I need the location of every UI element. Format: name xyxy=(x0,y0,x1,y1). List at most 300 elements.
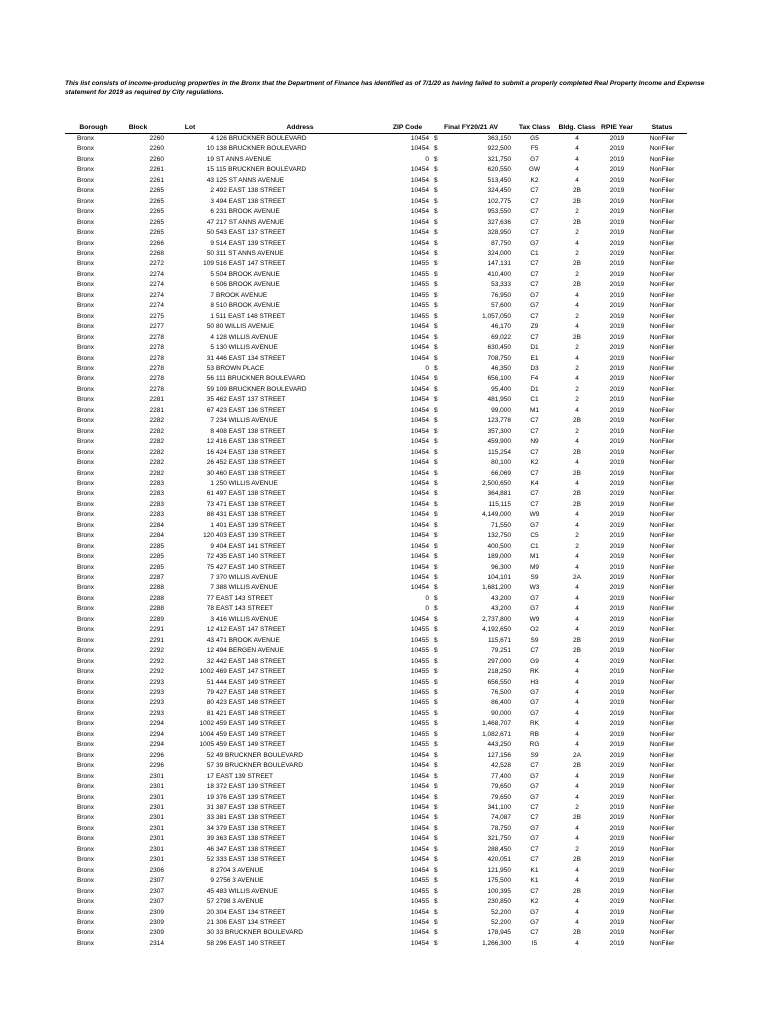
table-row xyxy=(65,772,687,782)
table-row xyxy=(65,636,687,646)
currency-symbol: $ xyxy=(434,375,438,383)
table-row xyxy=(65,866,687,876)
cell-status: NonFiler xyxy=(649,333,675,341)
cell-rpie-year: 2019 xyxy=(609,448,625,456)
cell-final-av xyxy=(430,698,512,708)
cell-borough: Bronx xyxy=(77,396,94,404)
table-row xyxy=(65,186,687,196)
cell-lot: 56 xyxy=(206,375,214,383)
table-row xyxy=(65,928,687,938)
cell-bldg-class: 2 xyxy=(575,804,579,811)
cell-tax-class: C7 xyxy=(530,845,539,853)
cell-lot: 75 xyxy=(206,563,214,571)
cell-address: 379 EAST 138 STREET xyxy=(216,824,286,832)
cell-bldg-class: 4 xyxy=(575,605,579,613)
cell-lot: 109 xyxy=(203,260,214,268)
cell-tax-class: RB xyxy=(529,730,540,738)
av-amount: 363,150 xyxy=(487,135,511,142)
cell-bldg-class: 2B xyxy=(573,814,581,822)
cell-block: 2284 xyxy=(149,521,164,529)
av-amount: 1,468,707 xyxy=(482,720,511,728)
cell-status: NonFiler xyxy=(649,291,675,299)
cell-address: 381 EAST 138 STREET xyxy=(216,814,286,822)
cell-bldg-class: 4 xyxy=(575,375,579,383)
cell-rpie-year: 2019 xyxy=(609,553,625,561)
table-row xyxy=(65,239,687,249)
cell-final-av xyxy=(430,730,512,740)
col-header-rpie-year: RPIE Year xyxy=(597,113,637,134)
cell-final-av xyxy=(430,448,512,458)
currency-symbol: $ xyxy=(434,479,438,487)
table-row xyxy=(65,354,687,364)
cell-lot: 7 xyxy=(210,574,214,582)
cell-address: 333 EAST 138 STREET xyxy=(216,856,286,864)
cell-tax-class: C7 xyxy=(530,762,539,770)
cell-final-av xyxy=(430,751,512,761)
cell-zip-code: 10455 xyxy=(410,689,429,697)
cell-tax-class: F5 xyxy=(530,145,539,153)
cell-rpie-year: 2019 xyxy=(609,291,625,299)
cell-address: 311 ST ANNS AVENUE xyxy=(216,249,284,257)
cell-lot: 50 xyxy=(206,249,214,257)
cell-block: 2282 xyxy=(149,438,164,446)
av-amount: 57,600 xyxy=(491,302,511,310)
currency-symbol: $ xyxy=(434,291,438,299)
cell-final-av xyxy=(430,489,512,499)
cell-address: BROOK AVENUE xyxy=(216,291,268,299)
cell-lot: 30 xyxy=(206,469,214,477)
cell-rpie-year: 2019 xyxy=(609,835,625,843)
cell-lot: 73 xyxy=(206,500,214,508)
cell-status: NonFiler xyxy=(649,260,675,268)
cell-status: NonFiler xyxy=(649,479,675,487)
av-amount: 46,170 xyxy=(491,323,511,331)
cell-rpie-year: 2019 xyxy=(609,668,625,676)
cell-final-av xyxy=(430,657,512,667)
currency-symbol: $ xyxy=(434,553,438,561)
table-row xyxy=(65,583,687,593)
cell-rpie-year: 2019 xyxy=(609,176,625,184)
cell-address: 494 BERGEN AVENUE xyxy=(216,647,284,655)
cell-status: NonFiler xyxy=(649,135,675,142)
table-row xyxy=(65,448,687,458)
cell-zip-code: 10455 xyxy=(410,709,429,717)
cell-bldg-class: 2B xyxy=(573,281,581,289)
cell-bldg-class: 2 xyxy=(575,208,579,216)
table-row xyxy=(65,824,687,834)
cell-address: ST ANNS AVENUE xyxy=(216,155,272,163)
cell-lot: 45 xyxy=(206,887,214,895)
cell-rpie-year: 2019 xyxy=(609,615,625,623)
cell-final-av xyxy=(430,793,512,803)
currency-symbol: $ xyxy=(434,333,438,341)
cell-address: 304 EAST 134 STREET xyxy=(216,908,286,916)
cell-borough: Bronx xyxy=(77,448,94,456)
cell-borough: Bronx xyxy=(77,270,94,278)
cell-status: NonFiler xyxy=(649,793,675,801)
cell-zip-code: 10454 xyxy=(410,939,429,947)
cell-rpie-year: 2019 xyxy=(609,908,625,916)
cell-tax-class: K2 xyxy=(530,176,539,184)
cell-lot: 120 xyxy=(203,532,214,540)
cell-status: NonFiler xyxy=(649,239,675,247)
cell-final-av xyxy=(430,782,512,792)
cell-zip-code: 10455 xyxy=(410,699,429,707)
cell-block: 2278 xyxy=(149,344,164,352)
table-row xyxy=(65,793,687,803)
cell-address: 49 BRUCKNER BOULEVARD xyxy=(216,751,303,759)
cell-final-av xyxy=(430,134,512,145)
currency-symbol: $ xyxy=(434,396,438,404)
cell-rpie-year: 2019 xyxy=(609,636,625,644)
cell-rpie-year: 2019 xyxy=(609,229,625,237)
cell-bldg-class: 4 xyxy=(575,918,579,926)
table-row xyxy=(65,521,687,531)
cell-rpie-year: 2019 xyxy=(609,344,625,352)
av-amount: 1,266,300 xyxy=(482,939,511,947)
cell-lot: 8 xyxy=(210,427,214,435)
av-amount: 1,057,050 xyxy=(482,312,511,320)
table-row xyxy=(65,249,687,259)
cell-rpie-year: 2019 xyxy=(609,375,625,383)
cell-status: NonFiler xyxy=(649,270,675,278)
cell-block: 2291 xyxy=(149,626,164,634)
table-row xyxy=(65,510,687,520)
cell-rpie-year: 2019 xyxy=(609,574,625,582)
cell-final-av xyxy=(430,866,512,876)
cell-tax-class: RK xyxy=(529,668,540,676)
cell-rpie-year: 2019 xyxy=(609,845,625,853)
cell-block: 2265 xyxy=(149,208,164,216)
cell-lot: 6 xyxy=(210,281,214,289)
cell-bldg-class: 2A xyxy=(573,751,581,759)
cell-bldg-class: 4 xyxy=(575,824,579,832)
currency-symbol: $ xyxy=(434,866,438,874)
cell-status: NonFiler xyxy=(649,155,675,163)
cell-tax-class: C7 xyxy=(530,260,539,268)
table-row xyxy=(65,134,687,145)
cell-final-av xyxy=(430,740,512,750)
cell-address: 115 BRUCKNER BOULEVARD xyxy=(216,166,307,174)
col-header-final-av: Final FY20/21 AV xyxy=(430,113,512,134)
cell-zip-code: 10454 xyxy=(410,375,429,383)
cell-bldg-class: 4 xyxy=(575,176,579,184)
cell-bldg-class: 2B xyxy=(573,636,581,644)
cell-tax-class: Z9 xyxy=(530,323,539,331)
currency-symbol: $ xyxy=(434,197,438,205)
cell-borough: Bronx xyxy=(77,678,94,686)
av-amount: 66,069 xyxy=(491,469,511,477)
cell-status: NonFiler xyxy=(649,824,675,832)
cell-final-av xyxy=(430,343,512,353)
cell-borough: Bronx xyxy=(77,197,94,205)
cell-block: 2278 xyxy=(149,354,164,362)
cell-final-av xyxy=(430,908,512,918)
cell-status: NonFiler xyxy=(649,918,675,926)
cell-final-av xyxy=(430,186,512,196)
cell-bldg-class: 2B xyxy=(573,260,581,268)
cell-tax-class: C7 xyxy=(530,417,539,425)
currency-symbol: $ xyxy=(434,668,438,676)
currency-symbol: $ xyxy=(434,741,438,749)
cell-tax-class: C7 xyxy=(530,427,539,435)
cell-bldg-class: 4 xyxy=(575,291,579,299)
cell-address: BROWN PLACE xyxy=(216,364,265,372)
av-amount: 115,671 xyxy=(487,636,511,644)
cell-final-av xyxy=(430,155,512,165)
cell-address: 543 EAST 137 STREET xyxy=(216,229,286,237)
table-row xyxy=(65,939,687,949)
cell-block: 2278 xyxy=(149,364,164,372)
cell-tax-class: G7 xyxy=(530,291,539,299)
av-amount: 147,131 xyxy=(487,260,511,268)
cell-tax-class: G7 xyxy=(530,918,539,926)
av-amount: 4,192,650 xyxy=(482,626,511,634)
cell-status: NonFiler xyxy=(649,751,675,759)
cell-block: 2260 xyxy=(149,145,164,153)
cell-borough: Bronx xyxy=(77,406,94,414)
currency-symbol: $ xyxy=(434,615,438,623)
cell-zip-code: 10454 xyxy=(410,908,429,916)
cell-borough: Bronx xyxy=(77,532,94,540)
cell-tax-class: G7 xyxy=(530,783,539,791)
cell-tax-class: C7 xyxy=(530,929,539,937)
cell-block: 2287 xyxy=(149,574,164,582)
cell-rpie-year: 2019 xyxy=(609,511,625,519)
cell-lot: 43 xyxy=(206,636,214,644)
table-row xyxy=(65,740,687,750)
cell-status: NonFiler xyxy=(649,406,675,414)
cell-lot: 8 xyxy=(210,302,214,310)
cell-lot: 53 xyxy=(206,364,214,372)
cell-lot: 1 xyxy=(210,312,214,320)
cell-bldg-class: 4 xyxy=(575,239,579,247)
cell-rpie-year: 2019 xyxy=(609,563,625,571)
av-amount: 87,750 xyxy=(491,239,511,247)
cell-block: 2292 xyxy=(149,647,164,655)
cell-zip-code: 10455 xyxy=(410,260,429,268)
cell-lot: 15 xyxy=(206,166,214,174)
av-amount: 100,395 xyxy=(487,887,511,895)
cell-final-av xyxy=(430,887,512,897)
cell-rpie-year: 2019 xyxy=(609,239,625,247)
cell-tax-class: K2 xyxy=(530,898,539,906)
currency-symbol: $ xyxy=(434,594,438,602)
cell-address: 296 EAST 140 STREET xyxy=(216,939,286,947)
table-row xyxy=(65,479,687,489)
cell-status: NonFiler xyxy=(649,364,675,372)
cell-address: 408 EAST 138 STREET xyxy=(216,427,286,435)
cell-block: 2292 xyxy=(149,668,164,676)
cell-borough: Bronx xyxy=(77,459,94,467)
cell-zip-code: 10454 xyxy=(410,845,429,853)
cell-final-av xyxy=(430,803,512,813)
table-row xyxy=(65,834,687,844)
cell-block: 2301 xyxy=(149,845,164,853)
cell-address: 427 EAST 148 STREET xyxy=(216,689,286,697)
cell-zip-code: 0 xyxy=(425,155,429,163)
header-row xyxy=(65,113,687,134)
cell-zip-code: 10455 xyxy=(410,668,429,676)
av-amount: 2,500,650 xyxy=(482,479,511,487)
cell-zip-code: 10454 xyxy=(410,856,429,864)
cell-lot: 4 xyxy=(210,135,214,142)
cell-rpie-year: 2019 xyxy=(609,814,625,822)
cell-status: NonFiler xyxy=(649,657,675,665)
cell-final-av xyxy=(430,845,512,855)
cell-rpie-year: 2019 xyxy=(609,208,625,216)
cell-status: NonFiler xyxy=(649,511,675,519)
cell-block: 2294 xyxy=(149,741,164,749)
cell-tax-class: C7 xyxy=(530,312,539,320)
cell-bldg-class: 4 xyxy=(575,720,579,728)
cell-block: 2278 xyxy=(149,333,164,341)
cell-tax-class: C7 xyxy=(530,208,539,216)
cell-borough: Bronx xyxy=(77,762,94,770)
cell-rpie-year: 2019 xyxy=(609,270,625,278)
cell-lot: 18 xyxy=(206,783,214,791)
cell-borough: Bronx xyxy=(77,615,94,623)
table-row xyxy=(65,322,687,332)
currency-symbol: $ xyxy=(434,783,438,791)
table-row xyxy=(65,207,687,217)
cell-final-av xyxy=(430,855,512,865)
cell-borough: Bronx xyxy=(77,333,94,341)
cell-final-av xyxy=(430,469,512,479)
cell-bldg-class: 2 xyxy=(575,532,579,540)
cell-tax-class: G5 xyxy=(530,135,539,142)
currency-symbol: $ xyxy=(434,229,438,237)
cell-status: NonFiler xyxy=(649,375,675,383)
cell-block: 2307 xyxy=(149,898,164,906)
cell-tax-class: C7 xyxy=(530,856,539,864)
cell-zip-code: 10454 xyxy=(410,166,429,174)
cell-borough: Bronx xyxy=(77,898,94,906)
cell-bldg-class: 2B xyxy=(573,218,581,226)
cell-status: NonFiler xyxy=(649,584,675,592)
cell-block: 2260 xyxy=(149,135,164,142)
cell-tax-class: G7 xyxy=(530,605,539,613)
cell-tax-class: G7 xyxy=(530,689,539,697)
cell-zip-code: 10454 xyxy=(410,521,429,529)
table-row xyxy=(65,500,687,510)
cell-lot: 43 xyxy=(206,176,214,184)
cell-bldg-class: 4 xyxy=(575,459,579,467)
cell-tax-class: S9 xyxy=(530,636,539,644)
cell-block: 2274 xyxy=(149,281,164,289)
cell-address: 234 WILLIS AVENUE xyxy=(216,417,278,425)
cell-bldg-class: 4 xyxy=(575,584,579,592)
cell-borough: Bronx xyxy=(77,699,94,707)
cell-block: 2275 xyxy=(149,312,164,320)
av-amount: 42,528 xyxy=(491,762,511,770)
cell-tax-class: E1 xyxy=(530,354,539,362)
cell-borough: Bronx xyxy=(77,574,94,582)
cell-final-av xyxy=(430,583,512,593)
currency-symbol: $ xyxy=(434,678,438,686)
cell-lot: 57 xyxy=(206,898,214,906)
cell-final-av xyxy=(430,521,512,531)
cell-rpie-year: 2019 xyxy=(609,218,625,226)
cell-final-av xyxy=(430,437,512,447)
cell-zip-code: 10454 xyxy=(410,406,429,414)
cell-block: 2301 xyxy=(149,856,164,864)
cell-tax-class: GW xyxy=(528,166,541,174)
table-row xyxy=(65,155,687,165)
cell-status: NonFiler xyxy=(649,197,675,205)
cell-status: NonFiler xyxy=(649,898,675,906)
cell-address: 427 EAST 140 STREET xyxy=(216,563,286,571)
cell-final-av xyxy=(430,667,512,677)
table-row xyxy=(65,730,687,740)
cell-zip-code: 10454 xyxy=(410,187,429,195)
cell-borough: Bronx xyxy=(77,187,94,195)
cell-status: NonFiler xyxy=(649,636,675,644)
cell-borough: Bronx xyxy=(77,385,94,393)
table-row xyxy=(65,291,687,301)
cell-block: 2288 xyxy=(149,605,164,613)
av-amount: 328,950 xyxy=(487,229,511,237)
cell-zip-code: 10454 xyxy=(410,762,429,770)
currency-symbol: $ xyxy=(434,354,438,362)
cell-final-av xyxy=(430,280,512,290)
currency-symbol: $ xyxy=(434,448,438,456)
cell-block: 2296 xyxy=(149,751,164,759)
cell-bldg-class: 4 xyxy=(575,145,579,153)
cell-rpie-year: 2019 xyxy=(609,584,625,592)
cell-tax-class: D1 xyxy=(530,385,539,393)
cell-status: NonFiler xyxy=(649,145,675,153)
cell-status: NonFiler xyxy=(649,500,675,508)
cell-rpie-year: 2019 xyxy=(609,249,625,257)
cell-tax-class: D3 xyxy=(530,364,539,372)
cell-bldg-class: 2B xyxy=(573,490,581,498)
cell-final-av xyxy=(430,165,512,175)
cell-zip-code: 10454 xyxy=(410,814,429,822)
av-amount: 2,737,800 xyxy=(482,615,511,623)
cell-zip-code: 10454 xyxy=(410,479,429,487)
cell-bldg-class: 2B xyxy=(573,187,581,195)
cell-zip-code: 10455 xyxy=(410,636,429,644)
currency-symbol: $ xyxy=(434,939,438,947)
cell-rpie-year: 2019 xyxy=(609,783,625,791)
cell-address: 504 BROOK AVENUE xyxy=(216,270,280,278)
table-row xyxy=(65,385,687,395)
cell-lot: 79 xyxy=(206,689,214,697)
cell-rpie-year: 2019 xyxy=(609,438,625,446)
cell-final-av xyxy=(430,427,512,437)
cell-bldg-class: 2 xyxy=(575,396,579,404)
cell-zip-code: 10454 xyxy=(410,333,429,341)
cell-borough: Bronx xyxy=(77,208,94,216)
currency-symbol: $ xyxy=(434,500,438,508)
cell-rpie-year: 2019 xyxy=(609,323,625,331)
table-row xyxy=(65,657,687,667)
cell-bldg-class: 4 xyxy=(575,741,579,749)
cell-address: 460 EAST 138 STREET xyxy=(216,469,286,477)
cell-status: NonFiler xyxy=(649,448,675,456)
currency-symbol: $ xyxy=(434,793,438,801)
table-row xyxy=(65,197,687,207)
cell-address: 370 WILLIS AVENUE xyxy=(216,574,278,582)
table-row xyxy=(65,333,687,343)
cell-status: NonFiler xyxy=(649,166,675,174)
cell-lot: 3 xyxy=(210,197,214,205)
currency-symbol: $ xyxy=(434,166,438,174)
cell-zip-code: 10455 xyxy=(410,626,429,634)
cell-bldg-class: 4 xyxy=(575,479,579,487)
cell-tax-class: C7 xyxy=(530,333,539,341)
